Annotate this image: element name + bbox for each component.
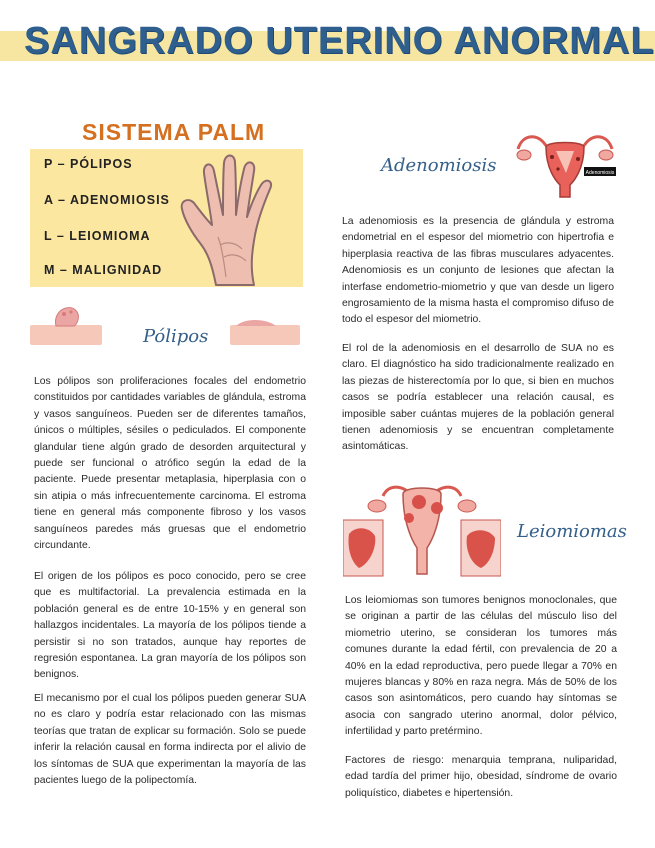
uterus-leiomiomas-illustration	[343, 478, 501, 578]
adenomiosis-paragraph-2: El rol de la adenomiosis en el desarrollo de SUA no es claro. El diagnóstico ha sido tradicionalmente realizado en las piezas de histerectomía por lo que, si bien en muchos casos se podría establecer una relación causal, es imposible saber cuántas mujeres de la población general tienen adenomiosis y se encuentran completamente asintomáticas.	[342, 343, 614, 453]
leiomiomas-heading: Leiomiomas	[517, 521, 627, 542]
palm-item-m: M – MALIGNIDAD	[44, 263, 163, 277]
adenomiosis-image-label: Adenomiosis	[585, 170, 615, 176]
leiomiomas-paragraph-2: Factores de riesgo: menarquia temprana, nuliparidad, edad tardía del primer hijo, obesidad, síndrome de ovario poliquístico, diabetes e hipertensión.	[345, 755, 617, 799]
hand-illustration	[178, 153, 298, 289]
polipos-paragraph-3: El mecanismo por el cual los pólipos pueden generar SUA no es claro y podría estar relacionado con las mismas teorías que tratan de explicar su formación. Solo se puede inferir la relación causal en forma indirecta por el alivio de los síntomas de SUA que experimentan la mayoría de las pacientes luego de la polipectomía.	[34, 693, 306, 787]
leiomiomas-paragraph-1: Los leiomiomas son tumores benignos monoclonales, que se originan a partir de las células del músculo liso del miometrio uterino, se consideran los tumores más comunes durante la edad fértil, con prevalencia de 20 a 40% en la edad reproductiva, pero puede llegar a 70% en mujeres blancas y 80% en raza negra. Más de 50% de los casos son asintomáticos, pero cuando hay síntomas se asocia con sangrado uterino anormal, dolor pélvico, infertilidad y parto pretérmino.	[345, 595, 617, 738]
polipos-paragraph-2: El origen de los pólipos es poco conocido, pero se cree que es multifactorial. La prevalencia estimada en la población general es de entre 10-15% y en general son hallazgos incidentales. La mayoría de los pólipos tiende a persistir si no son tratados, aunque hay reportes de regresión espontanea. La gran mayoría de los pólipos son benignos.	[34, 571, 306, 681]
palm-item-l: L – LEIOMIOMA	[44, 229, 151, 243]
page-title: SANGRADO UTERINO ANORMAL	[24, 20, 655, 62]
palm-title: SISTEMA PALM	[82, 119, 266, 145]
adenomiosis-paragraph-1: La adenomiosis es la presencia de glándula y estroma endometrial en el espesor del miometrio con hipertrofia e hiperplasia reactiva de las fibras musculares adyacentes. Adenomiosis es un conjunto de lesiones que afectan la interfase endometrio-miometrio y que van desde un ligero engrosamiento de la misma hasta el compromiso difuso de todo el espesor del miometrio.	[342, 216, 614, 326]
palm-item-p: P – PÓLIPOS	[44, 157, 133, 171]
palm-item-a: A – ADENOMIOSIS	[44, 193, 170, 207]
adenomiosis-heading: Adenomiosis	[381, 155, 497, 176]
uterus-adenomiosis-illustration	[514, 129, 616, 199]
polipos-heading: Pólipos	[143, 326, 209, 347]
polipos-paragraph-1: Los pólipos son proliferaciones focales del endometrio constituidos por cantidades variables de glándula, estroma y vasos sanguíneos. Pueden ser de diferentes tamaños, únicos o múltiples, sésiles o pediculados. El componente glandular tiene algún grado de desorden arquitectural y puede ser funcional o atrófico según la edad de la paciente. Puede presentar metaplasia, hiperplasia con o sin atipia o más infrecuentemente carcinoma. El estroma tiene en general más componente fibroso y los vasos sanguíneos paredes más gruesas que el endometrio circundante.	[34, 376, 306, 552]
